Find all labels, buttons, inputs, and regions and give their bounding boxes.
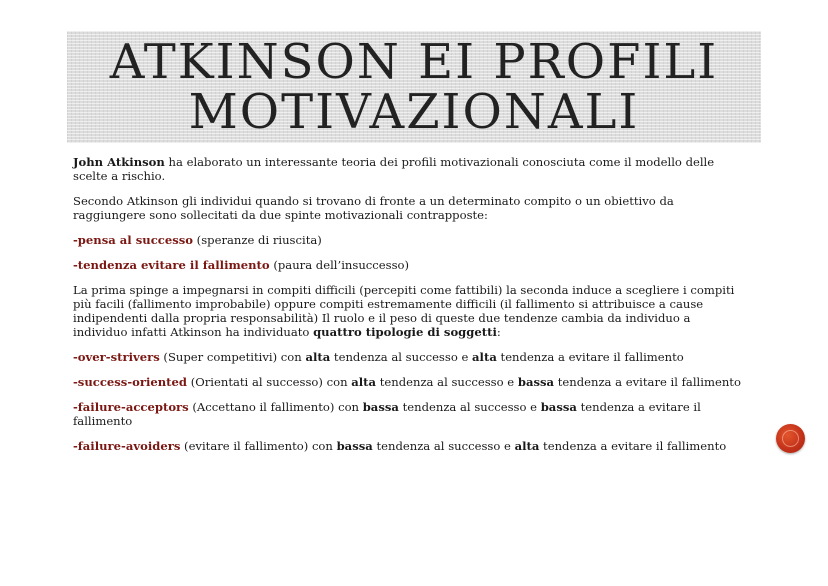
- desc-failure: (paura dell’insuccesso): [269, 258, 410, 272]
- author-name: John Atkinson: [73, 155, 165, 169]
- type-desc: (Accettano il fallimento) con: [188, 400, 363, 414]
- type-mid: tendenza al successo e: [330, 350, 473, 364]
- type-level-failure: bassa: [517, 375, 555, 389]
- explanation-end: :: [496, 325, 501, 339]
- paragraph-intro: [73, 155, 745, 183]
- motivation-failure: [73, 258, 745, 272]
- desc-success: (speranze di riuscita): [193, 233, 322, 247]
- type-term: -success-oriented: [73, 375, 188, 389]
- type-end: tendenza a evitare il fallimento: [539, 439, 727, 453]
- intro-text: ha elaborato un interessante teoria dei profili motivazionali conosciuta come il modello delle scelte a rischio.: [73, 155, 715, 183]
- type-item: [73, 375, 745, 389]
- type-mid: tendenza al successo e: [398, 400, 541, 414]
- type-level-success: alta: [305, 350, 331, 364]
- slide-title-line-2: MOTIVAZIONALI: [188, 84, 640, 140]
- type-end: tendenza a evitare il fallimento: [496, 350, 684, 364]
- title-banner: [67, 31, 761, 143]
- paragraph-context: Secondo Atkinson gli individui quando si trovano di fronte a un determinato compito o un obiettivo da raggiungere sono sollecitati da due spinte motivazionali contrapposte:: [73, 194, 674, 222]
- motivation-success: [73, 233, 745, 247]
- type-mid: tendenza al successo e: [376, 375, 518, 389]
- next-slide-button[interactable]: [776, 424, 805, 453]
- type-level-failure: bassa: [540, 400, 577, 414]
- type-desc: (Super competitivi) con: [159, 350, 306, 364]
- type-term: -failure-avoiders: [73, 439, 181, 453]
- type-level-success: bassa: [336, 439, 373, 453]
- type-term: -failure-acceptors: [73, 400, 189, 414]
- slide-title-line-1: ATKINSON EI PROFILI: [109, 34, 719, 90]
- type-item: [73, 400, 745, 428]
- type-level-failure: alta: [514, 439, 540, 453]
- paragraph-explanation: [73, 283, 745, 339]
- type-item: [73, 350, 745, 364]
- slide-body: [73, 155, 745, 464]
- type-desc: (Orientati al successo) con: [187, 375, 352, 389]
- type-level-failure: alta: [472, 350, 497, 364]
- explanation-bold: quattro tipologie di soggetti: [313, 325, 497, 339]
- explanation-text: La prima spinge a impegnarsi in compiti difficili (percepiti come fattibili) la seconda induce a scegliere i compiti più facili (fallimento improbabile) oppure compiti estremamente difficili (il fallimento si attribuisce a cause indipendenti dalla propria responsabilità) Il ruolo e il peso di queste due tendenze cambia da individuo a individuo infatti Atkinson ha individuato: [73, 283, 735, 339]
- type-desc: (evitare il fallimento) con: [180, 439, 337, 453]
- type-end: tendenza a evitare il fallimento: [73, 400, 701, 428]
- type-level-success: alta: [351, 375, 377, 389]
- type-term: -over-strivers: [73, 350, 160, 364]
- type-level-success: bassa: [362, 400, 399, 414]
- term-success: -pensa al successo: [73, 233, 193, 247]
- type-end: tendenza a evitare il fallimento: [554, 375, 741, 389]
- type-mid: tendenza al successo e: [372, 439, 515, 453]
- type-item: [73, 439, 745, 453]
- term-failure: -tendenza evitare il fallimento: [73, 258, 270, 272]
